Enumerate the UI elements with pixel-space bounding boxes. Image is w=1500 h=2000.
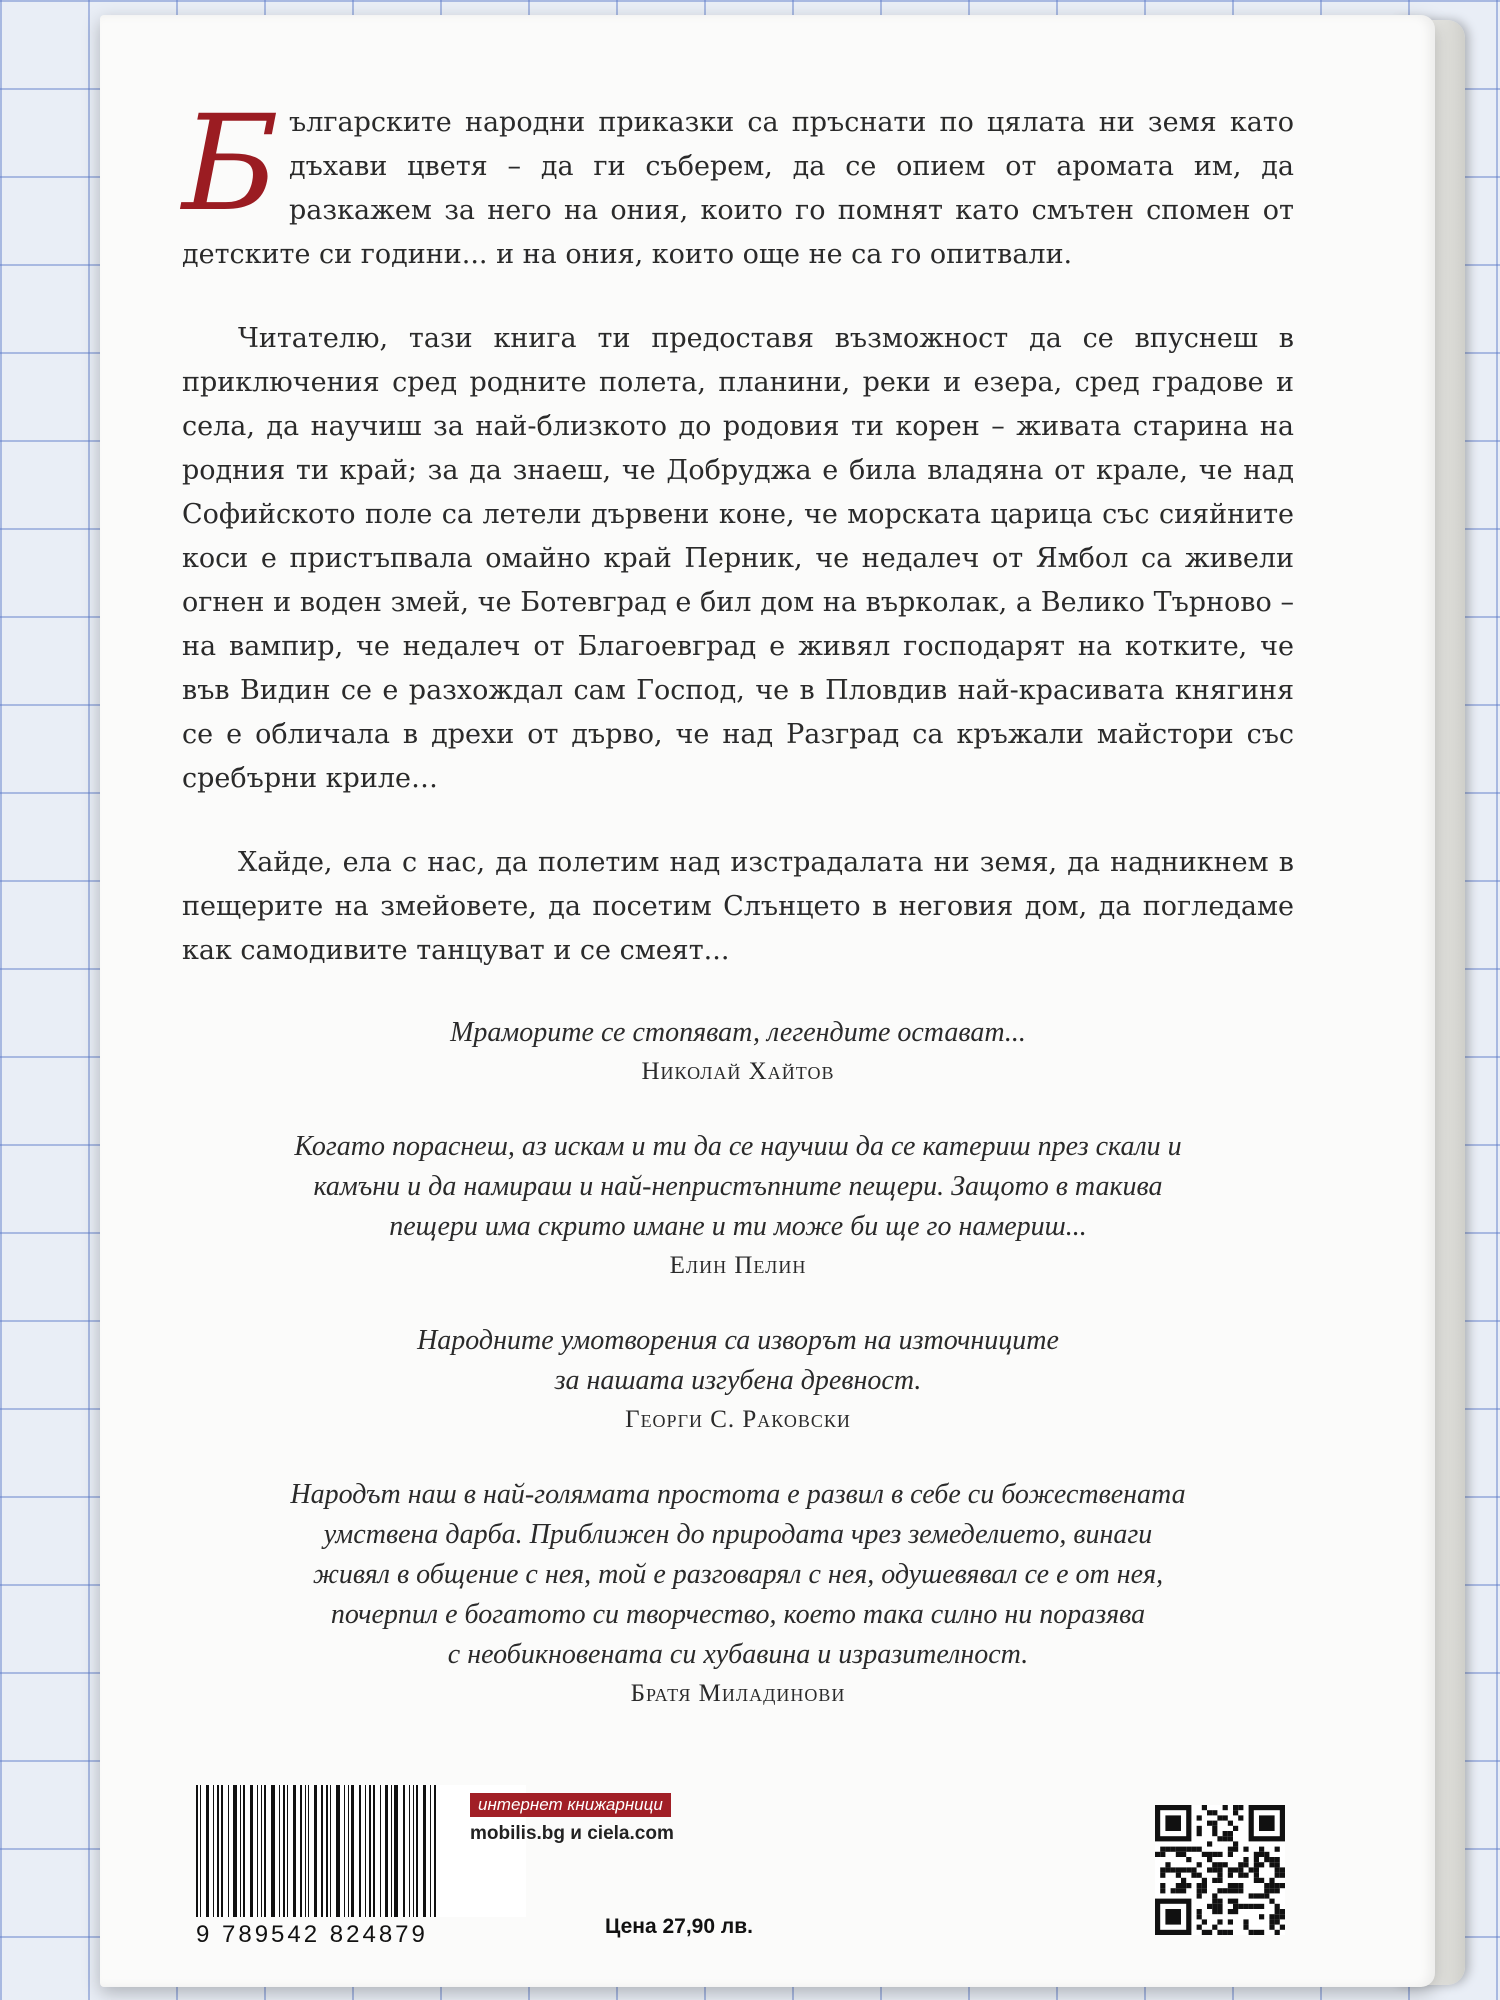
description-paragraph-3: Хайде, ела с нас, да полетим над изстрадалата ни земя, да надникнем в пещерите на змейовете, да посетим Слънцето в неговия дом, да погледаме как самодивите танцуват и се смеят...	[182, 847, 1294, 966]
quotes-block	[182, 1013, 1294, 1713]
shop-sites: mobilis.bg и ciela.com	[470, 1823, 674, 1844]
quote-line: камъни и да намираш и най-непристъпните пещери. Защото в такива	[313, 1171, 1163, 1202]
quote-author: Елин Пелин	[669, 1252, 807, 1279]
shop-label: интернет книжарници	[470, 1793, 671, 1817]
quote-line: Народните умотворения са изворът на източниците	[417, 1325, 1059, 1356]
online-shops	[470, 1793, 770, 1845]
description-paragraph-2: Читателю, тази книга ти предоставя възможност да се впуснеш в приключения сред родните полета, планини, реки и езера, сред градове и села, да научиш за най-близкото до родовия ти корен – живата старина на родния ти край; за да знаеш, че Добруджа е била владяна от крале, че над Софийското поле са летели дървени коне, че морската царица със сияйните коси е пристъпвала омайно край Перник, че недалеч от Ямбол са живели огнен и воден змей, че Ботевград е бил дом на върколак, а Велико Търново – на вампир, че недалеч от Благоевград е живял господарят на котките, че във Видин се е разхождал сам Господ, че в Пловдив най-красивата княгиня се е обличала в дрехи от дърво, че над Разград са кръжали майстори със сребърни криле…	[182, 323, 1294, 794]
quote-line: Когато пораснеш, аз искам и ти да се научиш да се катериш през скали и	[294, 1131, 1182, 1162]
quote-hajtov	[182, 1013, 1294, 1091]
description-paragraph-1	[182, 87, 1294, 277]
quote-line: умствена дарба. Приближен до природата чрез земеделието, винаги	[323, 1519, 1153, 1550]
quote-miladinovi	[182, 1475, 1294, 1713]
description-block	[182, 87, 1294, 1749]
paragraph-1-text: ългарските народни приказки са пръснати по цялата ни земя като дъхави цветя – да ги съберем, да се опием от аромата им, да разкажем за него на ония, които го помнят като смътен спомен от детските си години... и на ония, които още не са го опитвали.	[182, 107, 1294, 270]
quote-line: с необикновената си хубавина и изразителност.	[447, 1639, 1029, 1670]
quote-rakovski	[182, 1321, 1294, 1439]
quote-line: живял в общение с нея, той е разговарял с нея, одушевявал се е от нея,	[312, 1559, 1164, 1590]
barcode-digits: 9 789542 824879	[196, 1921, 428, 1948]
quote-line: почерпил е богатото си творчество, което така силно ни поразява	[330, 1599, 1146, 1630]
quote-author: Георги С. Раковски	[625, 1406, 851, 1433]
dropcap-letter: Б	[182, 87, 280, 241]
quote-pelin	[182, 1127, 1294, 1285]
quote-line: пещери има скрито имане и ти може би ще го намериш...	[389, 1211, 1087, 1242]
quote-line: за нашата изгубена древност.	[554, 1365, 922, 1396]
price-label: Цена 27,90 лв.	[605, 1915, 753, 1938]
quote-line: Народът наш в най-голямата простота е развил в себе си божествената	[290, 1479, 1186, 1510]
qr-code	[1155, 1805, 1285, 1935]
quote-author: Братя Миладинови	[630, 1680, 846, 1707]
quote-author: Николай Хайтов	[641, 1058, 835, 1085]
quote-line: Мраморите се стопяват, легендите остават...	[450, 1017, 1026, 1048]
book-back-cover	[100, 15, 1435, 1987]
